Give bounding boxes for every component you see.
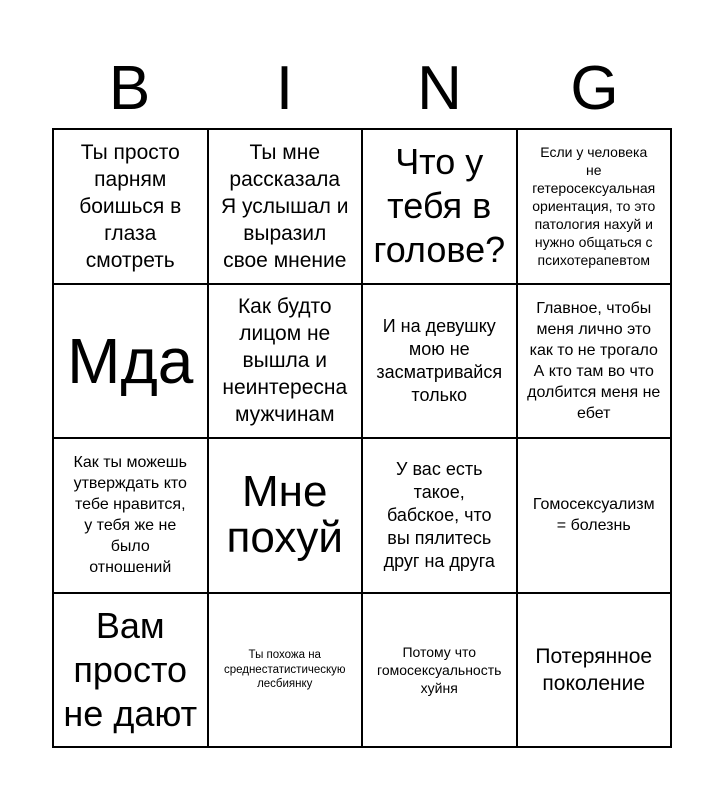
cell-text: Как будто лицом не вышла и неинтересна мужчинам: [222, 295, 348, 427]
header-letter-i: I: [275, 54, 294, 123]
bingo-grid: [52, 128, 672, 748]
bingo-header: [52, 50, 672, 128]
header-letter-b: B: [108, 54, 151, 123]
cell-text: У вас есть такое, бабское, что вы пялитесь друг на друга: [383, 458, 495, 571]
header-letter-n: N: [417, 54, 462, 123]
cell-text: Потерянное поколение: [535, 644, 653, 695]
cell-text: Ты мне рассказала Я услышал и выразил свое мнение: [221, 140, 349, 272]
bingo-cell-r1c3[interactable]: [363, 130, 518, 285]
cell-text: Гомосексуализм = болезнь: [532, 496, 655, 535]
bingo-cell-r2c3[interactable]: [363, 285, 518, 440]
bingo-cell-r4c2[interactable]: [209, 594, 364, 749]
cell-text: Главное, чтобы меня лично это как то не трогало А кто там во что долбится меня не ебет: [527, 299, 661, 422]
header-letter-g: G: [570, 54, 619, 123]
bingo-cell-r2c4[interactable]: [518, 285, 673, 440]
cell-text: Потому что гомосексуальность хуйня: [377, 643, 502, 696]
bingo-cell-r3c4[interactable]: [518, 439, 673, 594]
cell-text: Что у тебя в голове?: [373, 141, 506, 271]
cell-text: Мда: [67, 324, 194, 397]
cell-text: Как ты можешь утверждать кто тебе нравится, у тебя же не было отношений: [73, 454, 187, 577]
cell-text: Ты похожа на среднестатистическую лесбиянку: [223, 649, 346, 690]
bingo-cell-r1c4[interactable]: [518, 130, 673, 285]
bingo-cell-r1c2[interactable]: [209, 130, 364, 285]
bingo-cell-r4c1[interactable]: [54, 594, 209, 749]
bingo-cell-r2c1[interactable]: [54, 285, 209, 440]
cell-text: Если у человека не гетеросексуальная ориентация, то это патология нахуй и нужно общаться с психотерапевтом: [532, 144, 656, 269]
cell-text: Мне похуй: [226, 467, 343, 563]
bingo-cell-r4c3[interactable]: [363, 594, 518, 749]
bingo-cell-r3c2[interactable]: [209, 439, 364, 594]
cell-text: И на девушку мою не засматривайся только: [376, 315, 503, 405]
bingo-cell-r2c2[interactable]: [209, 285, 364, 440]
cell-text: Ты просто парням боишься в глаза смотреть: [79, 140, 182, 272]
cell-text: Вам просто не дают: [63, 604, 198, 734]
bingo-cell-r1c1[interactable]: [54, 130, 209, 285]
bingo-cell-r3c3[interactable]: [363, 439, 518, 594]
bingo-cell-r3c1[interactable]: [54, 439, 209, 594]
bingo-cell-r4c4[interactable]: [518, 594, 673, 749]
